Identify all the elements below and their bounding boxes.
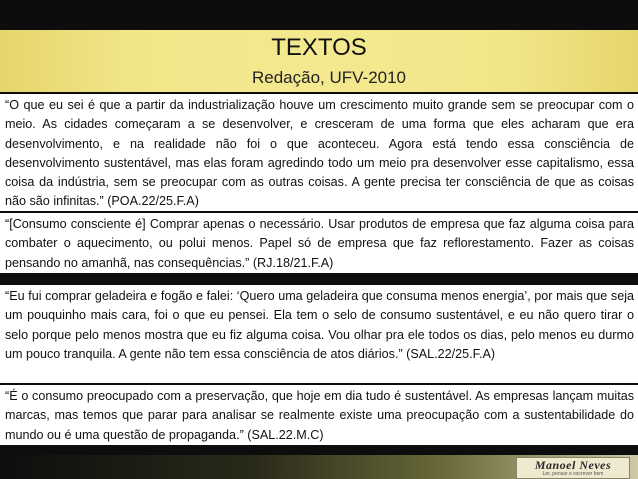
slide-subtitle: Redação, UFV-2010: [251, 68, 407, 87]
logo-name: Manoel Neves: [534, 458, 612, 472]
slide-title: TEXTOS: [271, 34, 367, 61]
logo-tagline: Ler, pensar e escrever bem: [542, 471, 604, 477]
quote-4: “É o consumo preocupado com a preservação, que hoje em dia tudo é sustentável. As empresas lançam muitas marcas, mas temos que parar para analisar se realmente existe uma preocupação com a sustentabilidade do mundo ou é uma questão de propaganda.” (SAL.22.M.C): [0, 385, 638, 445]
header-band: [0, 30, 638, 92]
quote-1: “O que eu sei é que a partir da industrialização houve um crescimento muito grande sem se preocupar com o meio. As cidades começaram a se desenvolver, e cresceram de uma forma que eles acharam que era desenvolvimento, e na realidade não foi o que aconteceu. Agora está tendo essa consciência de desenvolvimento sustentável, mas elas foram agredindo todo um meio pra desenvolver esse capitalismo, essa coisa da indústria, sem se preocupar com as outras coisas. A gente precisa ter consciência de que as coisas não são infinitas.” (POA.22/25.F.A): [0, 94, 638, 211]
footer-band: [0, 455, 638, 479]
quote-2: “[Consumo consciente é] Comprar apenas o necessário. Usar produtos de empresa que faz alguma coisa para combater o aquecimento, ou polui menos. Papel só de empresa que faz reflorestamento. Fazer as coisas pensando no amanhã, nas consequências.” (RJ.18/21.F.A): [0, 213, 638, 273]
quote-3: “Eu fui comprar geladeira e fogão e falei: ‘Quero uma geladeira que consuma menos energia’, por mais que seja um pouquinho mais cara, foi o que eu pensei. Ela tem o selo de consumo sustentável, e eu não quero tirar o selo porque pelo menos mostra que eu fiz alguma coisa. Vou olhar pra ele todos os dias, pelo menos eu durmo um pouco tranquila. A gente não tem essa consciência de atos diários.” (SAL.22/25.F.A): [0, 285, 638, 383]
author-logo: [516, 457, 630, 479]
